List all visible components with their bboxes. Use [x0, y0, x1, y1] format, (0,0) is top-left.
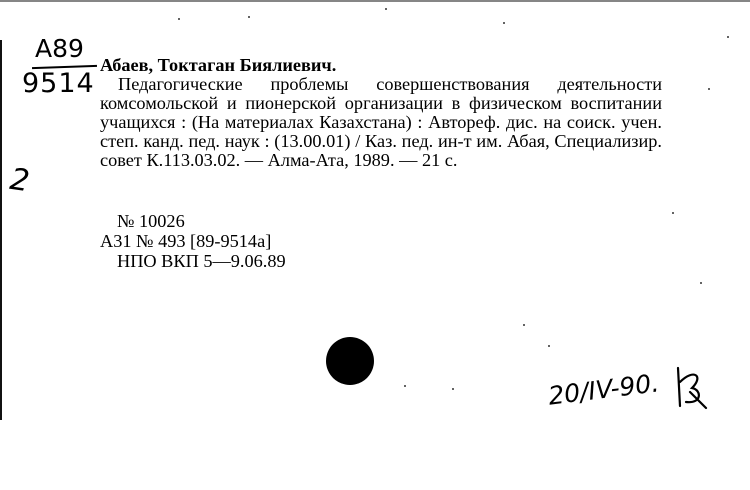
speck: [708, 88, 710, 90]
bibliographic-entry: [100, 56, 662, 170]
handwritten-date: 20/IV-90.: [546, 368, 661, 411]
speck: [672, 212, 674, 214]
speck: [503, 22, 505, 24]
speck: [452, 388, 454, 390]
punch-hole: [326, 337, 374, 385]
speck: [700, 282, 702, 284]
speck: [248, 16, 250, 18]
entry-description: Педагогические проблемы совершенствования деятельности комсомольской и пионерской организации в физическом воспитании учащихся : (На материалах Казахстана) : Автореф. дис. на соиск. учен. степ. канд. пед. наук : (13.00.01) / Каз. пед. ин-т им. Абая, Специализир. совет К.113.03.02. — Алма-Ата, 1989. — 21 с.: [100, 74, 662, 170]
entry-heading: Абаев, Токтаган Биялиевич.: [100, 55, 337, 75]
npo-line: НПО ВКП 5—9.06.89: [117, 251, 286, 271]
initials-signature: [672, 362, 708, 412]
speck: [727, 36, 729, 38]
shelf-line: А31 № 493 [89-9514а]: [100, 231, 272, 251]
call-number-line-2: 9514: [22, 68, 95, 99]
speck: [178, 18, 180, 20]
card-left-edge: [0, 40, 2, 420]
card-top-edge: [0, 0, 750, 2]
speck: [385, 8, 387, 10]
call-number-line-1: A89: [35, 34, 84, 63]
speck: [404, 385, 406, 387]
copies-mark: 2: [7, 161, 32, 200]
speck: [548, 345, 550, 347]
record-number: № 10026: [117, 211, 185, 231]
speck: [523, 324, 525, 326]
